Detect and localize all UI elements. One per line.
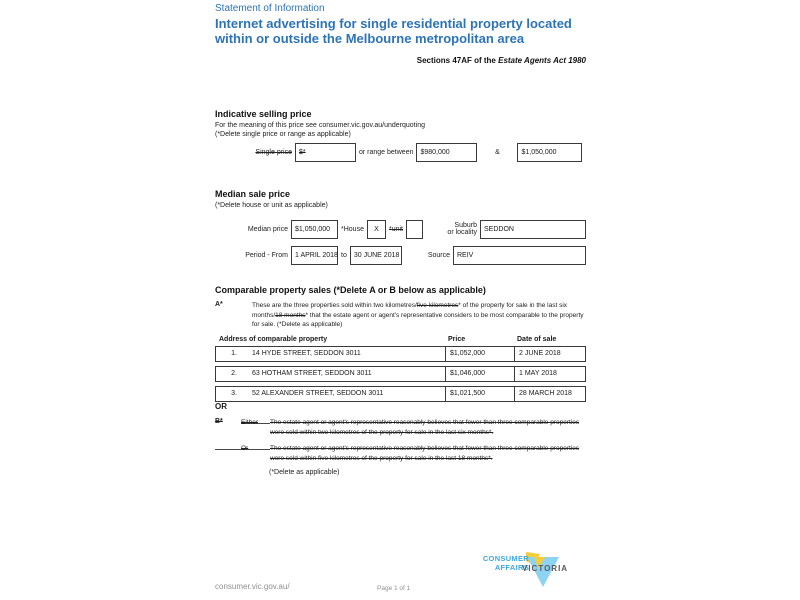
indicative-selling-price-section — [215, 109, 586, 162]
median-price-label: Median price — [247, 225, 288, 233]
logo-wordmark: CONSUMER AFFAIRS — [482, 554, 529, 572]
median-price-field[interactable]: $1,050,000 — [291, 220, 338, 239]
indicative-note-1: For the meaning of this price see consumer.vic.gov.au/underquoting — [215, 122, 425, 129]
source-label: Source — [427, 251, 450, 259]
option-b-either-paragraph: Either The estate agent or agent's representative reasonably believes that fewer than three comparable properties were sold within two kilometres of the property for sale in the last six months*. — [241, 419, 580, 436]
table-row — [215, 386, 586, 402]
logo-victoria-text: VICTORIA — [522, 564, 569, 573]
cell-price: $1,021,500 — [445, 387, 514, 401]
comparable-heading: Comparable property sales (*Delete A or B below as applicable) — [215, 285, 486, 295]
comparable-sales-table — [215, 346, 586, 402]
consumer-affairs-victoria-logo — [481, 551, 589, 591]
act-reference-prefix: Sections 47AF of the — [416, 56, 499, 65]
suburb-field[interactable]: SEDDON — [480, 220, 586, 239]
option-b-or-paragraph: Or The estate agent or agent's representative reasonably believes that fewer than three comparable properties were sold within five kilometres of the property for sale in the last 18 months*. — [241, 445, 580, 462]
period-to-field[interactable]: 30 JUNE 2018 — [350, 246, 402, 265]
median-note: (*Delete house or unit as applicable) — [215, 202, 328, 209]
range-between-label: or range between — [359, 149, 414, 156]
to-label: to — [341, 251, 347, 259]
cell-date: 28 MARCH 2018 — [514, 387, 585, 401]
period-from-field[interactable]: 1 APRIL 2018 — [291, 246, 338, 265]
delete-as-applicable-note: (*Delete as applicable) — [269, 469, 340, 476]
act-reference — [215, 56, 586, 65]
comparable-sales-section — [215, 285, 586, 402]
or2-label: Or — [241, 444, 270, 454]
house-label: *House — [341, 225, 364, 233]
table-row — [215, 366, 586, 382]
indicative-heading: Indicative selling price — [215, 109, 312, 119]
col-header-price: Price — [448, 335, 466, 343]
page-title: Internet advertising for single residential property located within or outside the Melbourne metropolitan area — [215, 16, 572, 46]
ampersand-label: & — [495, 149, 500, 156]
col-header-date: Date of sale — [517, 335, 557, 343]
either-label: Either — [241, 418, 270, 428]
cell-date: 1 MAY 2018 — [514, 367, 585, 381]
footer-url: consumer.vic.gov.au/ — [215, 582, 290, 591]
unit-checkbox[interactable] — [406, 220, 423, 239]
cell-address: 3. 52 ALEXANDER STREET, SEDDON 3011 — [231, 390, 384, 397]
single-price-field[interactable]: $* — [295, 143, 356, 162]
indicative-note-2: (*Delete single price or range as applicable) — [215, 130, 351, 138]
option-b-label: B* — [215, 418, 241, 476]
option-b-text — [241, 418, 586, 476]
median-sale-price-section — [215, 189, 586, 265]
median-heading: Median sale price — [215, 189, 291, 199]
cell-price: $1,052,000 — [445, 347, 514, 361]
cell-address: 2. 63 HOTHAM STREET, SEDDON 3011 — [231, 370, 372, 377]
struck-18-months: 18 months — [275, 311, 306, 319]
cell-date: 2 JUNE 2018 — [514, 347, 585, 361]
house-checkbox[interactable]: X — [367, 220, 386, 239]
table-header-row — [215, 336, 586, 343]
table-row — [215, 346, 586, 362]
single-price-label: Single price — [255, 149, 292, 156]
struck-five-kilometres: five kilometres — [416, 302, 459, 309]
document-type-label: Statement of Information — [215, 3, 325, 14]
cell-price: $1,046,000 — [445, 367, 514, 381]
act-reference-name: Estate Agents Act 1980 — [498, 56, 586, 65]
option-a-text: These are the three properties sold within two kilometres/five kilometres* of the property for sale in the last six months/18 months* that the estate agent or agent's representative considers to be most comparable to the property for sale. (*Delete as applicable) — [252, 302, 584, 328]
or-label: OR — [215, 402, 227, 411]
source-field[interactable]: REIV — [453, 246, 586, 265]
suburb-label: Suburb or locality — [447, 221, 477, 236]
range-from-field[interactable]: $980,000 — [416, 143, 477, 162]
col-header-address: Address of comparable property — [219, 335, 328, 343]
range-to-field[interactable]: $1,050,000 — [517, 143, 582, 162]
period-from-label: Period - From — [245, 251, 288, 259]
option-b-section — [215, 402, 586, 476]
footer-page-number: Page 1 of 1 — [377, 585, 411, 592]
option-a-label: A* — [215, 301, 223, 308]
unit-label: *unit — [388, 225, 403, 233]
cell-address: 1. 14 HYDE STREET, SEDDON 3011 — [231, 350, 361, 357]
